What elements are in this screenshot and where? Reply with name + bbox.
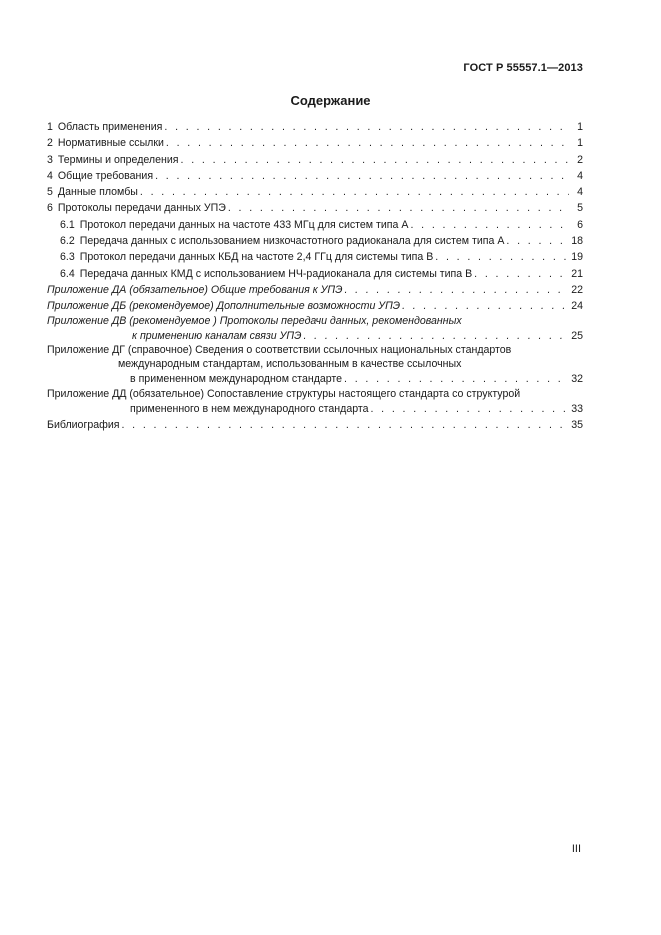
toc-title: Приложение ДВ (рекомендуемое ) Протоколы передачи данных, рекомендованных xyxy=(47,314,462,327)
dot-leader xyxy=(371,401,570,417)
toc-page-number: 33 xyxy=(571,403,583,416)
toc-title-continuation: международным стандартам, использованным в качестве ссылочных xyxy=(118,357,462,370)
toc-page-number: 24 xyxy=(571,300,583,313)
dot-leader xyxy=(506,233,569,249)
toc-entry-appendix-db[interactable] xyxy=(47,298,583,314)
toc-title: Передача данных КМД с использованием НЧ-радиоканала для системы типа В xyxy=(79,267,473,280)
toc-title: Протокол передачи данных КБД на частоте 2,4 ГГц для системы типа В xyxy=(79,251,434,264)
toc-title-line xyxy=(47,328,583,344)
dot-leader xyxy=(155,168,569,184)
toc-number: 6.1 xyxy=(60,218,75,231)
toc-title: Область применения xyxy=(57,121,163,133)
toc-page-number: 2 xyxy=(577,153,583,166)
toc-title-line xyxy=(47,401,583,417)
toc-title-line xyxy=(47,315,583,329)
document-code: ГОСТ Р 55557.1—2013 xyxy=(463,62,583,74)
toc-title-continuation: в примененном международном стандарте xyxy=(130,373,343,386)
toc-page-number: 21 xyxy=(571,267,583,280)
toc-page-number: 22 xyxy=(571,283,583,296)
toc-page-number: 4 xyxy=(577,186,583,199)
toc-entry-appendix-dd[interactable] xyxy=(47,388,583,418)
toc-title: Протокол передачи данных на частоте 433 МГц для систем типа А xyxy=(79,218,409,231)
toc-entry-6-1[interactable] xyxy=(47,217,583,233)
toc-number: 6.3 xyxy=(60,251,75,264)
toc-title: Общие требования xyxy=(57,169,154,182)
toc-page-number: 6 xyxy=(577,218,583,231)
toc-page-number: 19 xyxy=(571,251,583,264)
toc-entry-6-3[interactable] xyxy=(47,249,583,265)
toc-number: 2 xyxy=(47,137,53,150)
toc-title-continuation: к применению каналам связи УПЭ xyxy=(132,330,302,343)
toc-page-number: 32 xyxy=(571,373,583,386)
toc-page-number: 18 xyxy=(571,235,583,248)
toc-page-number: 5 xyxy=(577,202,583,215)
toc-entry-6-2[interactable] xyxy=(47,233,583,249)
dot-leader xyxy=(228,200,569,216)
toc-page-number: 25 xyxy=(571,330,583,343)
toc-title: Библиография xyxy=(47,419,120,432)
toc-page-number: 4 xyxy=(577,169,583,182)
toc-number: 4 xyxy=(47,169,53,182)
toc-entry-appendix-da[interactable] xyxy=(47,282,583,298)
toc-page-number: 35 xyxy=(571,419,583,432)
toc-title: Данные пломбы xyxy=(57,186,138,199)
toc-title: Приложение ДА (обязательное) Общие требования к УПЭ xyxy=(47,283,343,296)
toc-title-continuation: примененного в нем международного стандарта xyxy=(130,403,369,416)
toc-entry-4[interactable] xyxy=(47,168,583,184)
table-of-contents xyxy=(47,119,583,434)
page-folio: III xyxy=(571,843,581,855)
toc-number: 6.4 xyxy=(60,267,75,280)
toc-title: Приложение ДД (обязательное) Сопоставление структуры настоящего стандарта со структурой xyxy=(47,387,521,400)
toc-page-number: 1 xyxy=(577,137,583,150)
dot-leader xyxy=(344,282,569,298)
dot-leader xyxy=(121,417,569,433)
toc-title: Нормативные ссылки xyxy=(57,137,164,150)
toc-title-line xyxy=(47,371,583,387)
toc-entry-appendix-dv[interactable] xyxy=(47,315,583,345)
toc-number: 6.2 xyxy=(60,235,75,248)
toc-page-number: 1 xyxy=(577,121,583,133)
toc-entry-bibliography[interactable] xyxy=(47,417,583,433)
dot-leader xyxy=(164,119,569,135)
dot-leader xyxy=(402,298,569,314)
toc-entry-3[interactable] xyxy=(47,152,583,168)
toc-title: Термины и определения xyxy=(57,153,179,166)
dot-leader xyxy=(474,266,569,282)
dot-leader xyxy=(140,184,569,200)
dot-leader xyxy=(435,249,569,265)
dot-leader xyxy=(181,152,569,168)
toc-title: Протоколы передачи данных УПЭ xyxy=(57,202,226,215)
toc-entry-6[interactable] xyxy=(47,200,583,216)
toc-title-line xyxy=(47,388,583,402)
toc-title: Передача данных с использованием низкочастотного радиоканала для систем типа А xyxy=(79,235,505,248)
toc-number: 5 xyxy=(47,186,53,199)
toc-number: 3 xyxy=(47,153,53,166)
toc-entry-6-4[interactable] xyxy=(47,266,583,282)
dot-leader xyxy=(410,217,569,233)
toc-title: Приложение ДГ (справочное) Сведения о соответствии ссылочных национальных стандартов xyxy=(47,344,512,357)
dot-leader xyxy=(303,328,569,344)
toc-entry-appendix-dg[interactable] xyxy=(47,344,583,387)
toc-number: 6 xyxy=(47,202,53,215)
page-title: Содержание xyxy=(290,93,371,108)
dot-leader xyxy=(166,135,569,151)
toc-number: 1 xyxy=(47,121,53,133)
toc-entry-2[interactable] xyxy=(47,135,583,151)
toc-title-line xyxy=(47,358,583,372)
toc-entry-1[interactable] xyxy=(47,119,583,135)
toc-entry-5[interactable] xyxy=(47,184,583,200)
toc-title-line xyxy=(47,344,583,358)
toc-title: Приложение ДБ (рекомендуемое) Дополнительные возможности УПЭ xyxy=(47,300,401,313)
dot-leader xyxy=(344,371,569,387)
